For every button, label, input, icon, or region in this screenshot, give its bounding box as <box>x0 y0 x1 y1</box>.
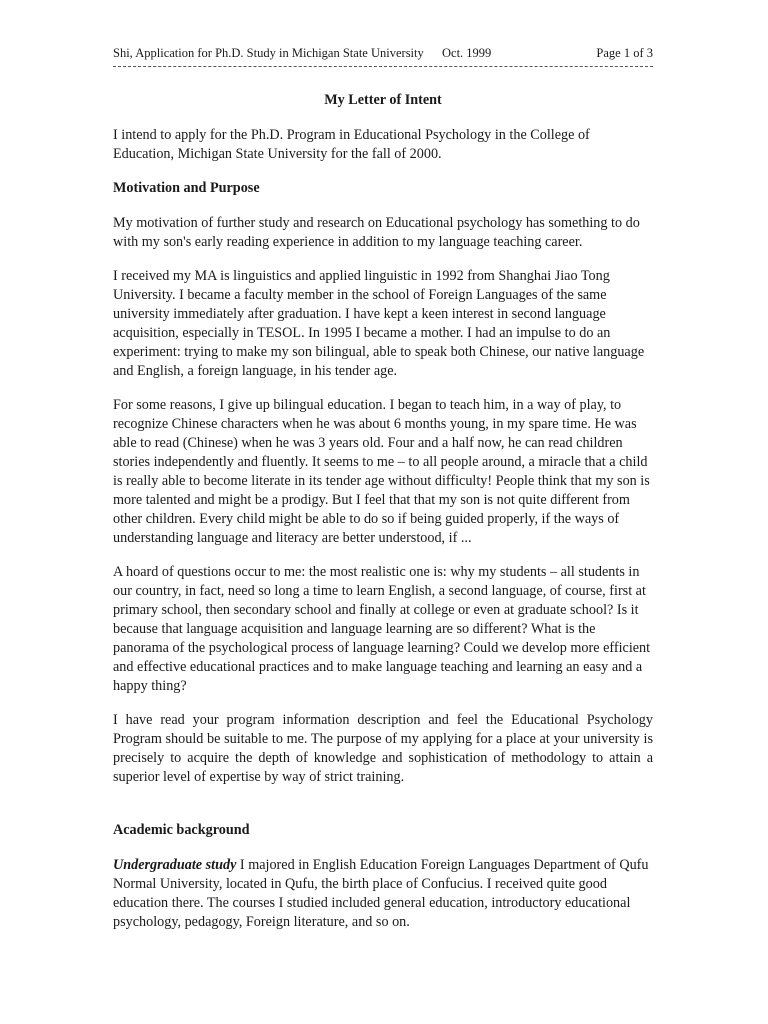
intro-paragraph: I intend to apply for the Ph.D. Program in Educational Psychology in the College of Education, Michigan State University for the fall of 2000. <box>113 127 590 162</box>
paragraph-ma-background: I received my MA is linguistics and applied linguistic in 1992 from Shanghai Jiao Tong University. I became a faculty member in the school of Foreign Languages of the same university immediately after graduation. I have kept a keen interest in second language acquisition, especially in TESOL. In 1995 I became a mother. I had an impulse to do an experiment: trying to make my son bilingual, able to speak both Chinese, our native language and English, a foreign language, in his tender age. <box>113 268 645 379</box>
paragraph-purpose: I have read your program information description and feel the Educational Psychology Program should be suitable to me. The purpose of my applying for a place at your university is precisely to acquire the depth of knowledge and sophistication of methodology to attain a superior level of expertise by way of strict training. <box>113 712 653 785</box>
header-date: Oct. 1999 <box>442 46 492 60</box>
section-heading-motivation: Motivation and Purpose <box>113 180 260 196</box>
undergraduate-lead: Undergraduate study <box>113 857 237 873</box>
undergraduate-text: I majored in English Education Foreign Languages Department of Qufu Normal University, located in Qufu, the birth place of Confucius. I received quite good education there. The courses I studied included general education, introductory educational psychology, pedagogy, Foreign literature, and so on. <box>113 857 649 930</box>
paragraph-motivation: My motivation of further study and research on Educational psychology has something to do with my son's early reading experience in addition to my language teaching career. <box>113 215 640 250</box>
document-title: My Letter of Intent <box>324 92 442 108</box>
header-title: Shi, Application for Ph.D. Study in Michigan State University <box>113 46 424 60</box>
section-heading-academic: Academic background <box>113 822 250 838</box>
spacer <box>113 802 653 821</box>
page-header <box>113 44 655 62</box>
paragraph-undergraduate <box>113 856 653 932</box>
paragraph-son-reading: For some reasons, I give up bilingual education. I began to teach him, in a way of play, to recognize Chinese characters when he was about 6 months young, in my spare time. He was able to read (Chinese) when he was 3 years old. Four and a half now, he can read children stories independently and fluently. It seems to me – to all people around, a miracle that a child is really able to become literate in its tender age without difficulty! People think that my son is more talented and might be a prodigy. But I feel that that my son is not quite different from other children. Every child might be able to do so if being guided properly, if the ways of understanding language and literacy are better understood, if ... <box>113 397 650 546</box>
document-body <box>113 91 653 947</box>
header-divider <box>113 66 653 67</box>
paragraph-questions: A hoard of questions occur to me: the most realistic one is: why my students – all students in our country, in fact, need so long a time to learn English, a second language, of course, first at primary school, then secondary school and finally at college or even at graduate school? Is it because that language acquisition and language learning are so different? What is the panorama of the psychological process of language learning? Could we develop more efficient and effective educational practices and to make language teaching and learning an easy and a happy thing? <box>113 564 651 694</box>
header-page-number: Page 1 of 3 <box>596 46 653 60</box>
